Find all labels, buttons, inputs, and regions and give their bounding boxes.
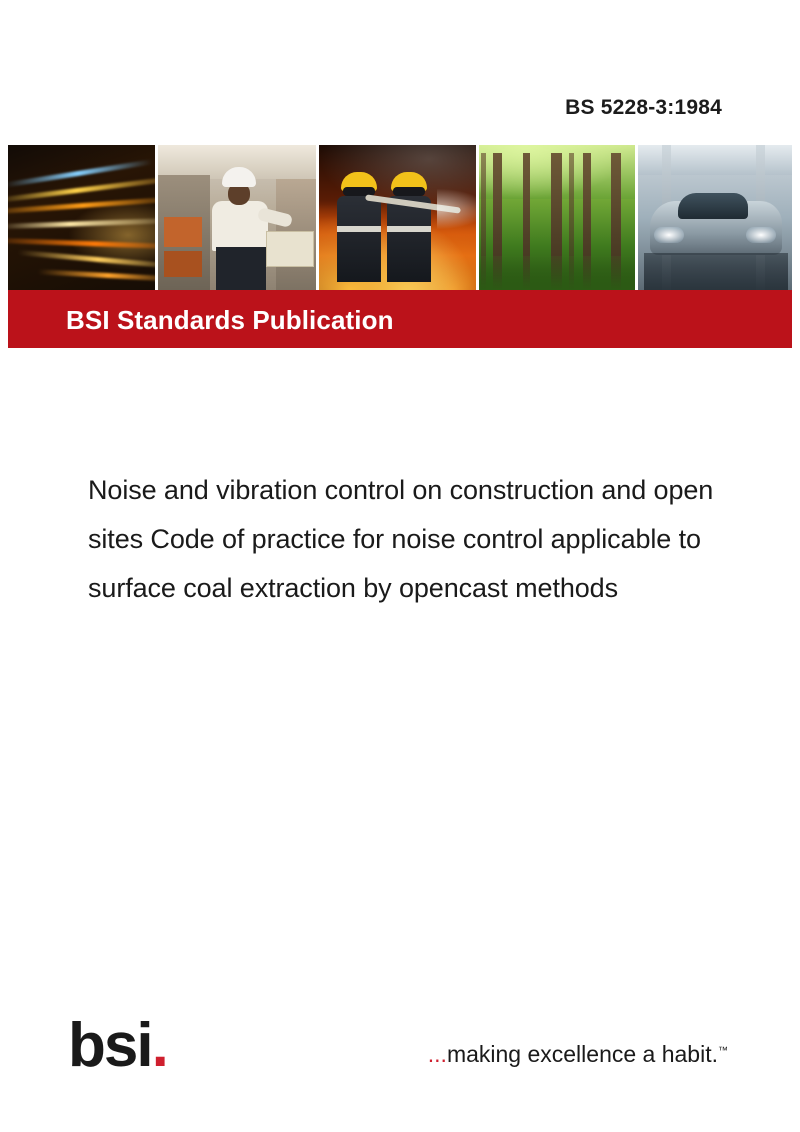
factory-worker-image bbox=[158, 145, 317, 290]
tagline-text: making excellence a habit. bbox=[446, 1041, 718, 1067]
tagline-lead: ... bbox=[427, 1041, 447, 1067]
bsi-logo-text: bsi bbox=[68, 1011, 152, 1080]
firefighters-image bbox=[319, 145, 476, 290]
worker-trousers bbox=[216, 247, 266, 290]
crate bbox=[164, 251, 202, 277]
firefighter-torso bbox=[387, 196, 431, 282]
standard-number: BS 5228-3:1984 bbox=[565, 96, 722, 119]
forest-floor bbox=[479, 256, 636, 290]
light-streak bbox=[38, 269, 155, 281]
reflective-stripe bbox=[387, 226, 431, 232]
banner-title: BSI Standards Publication bbox=[66, 305, 394, 335]
bsi-logo-dot: . bbox=[151, 1011, 167, 1080]
reflective-stripe bbox=[337, 226, 381, 232]
headlight bbox=[654, 227, 684, 243]
worker-body bbox=[212, 201, 268, 251]
tagline bbox=[428, 1041, 728, 1068]
firefighter bbox=[385, 170, 435, 282]
headlight bbox=[746, 227, 776, 243]
page-title: Noise and vibration control on construction and open sites Code of practice for noise control applicable to surface coal extraction by opencast methods bbox=[88, 475, 714, 603]
visor bbox=[393, 187, 425, 196]
night-traffic-light-trails-image bbox=[8, 145, 155, 290]
trademark-symbol: ™ bbox=[718, 1045, 728, 1057]
windshield bbox=[678, 193, 748, 219]
floor-shadow bbox=[644, 253, 788, 290]
cover-image-strip bbox=[8, 145, 792, 290]
crate bbox=[164, 217, 202, 247]
water-spray bbox=[437, 189, 476, 229]
firefighter-torso bbox=[337, 196, 381, 282]
firefighter bbox=[335, 170, 385, 282]
carton bbox=[266, 231, 314, 267]
forest-image bbox=[479, 145, 636, 290]
bsi-logo bbox=[68, 1011, 167, 1080]
car-manufacturing-image bbox=[638, 145, 792, 290]
